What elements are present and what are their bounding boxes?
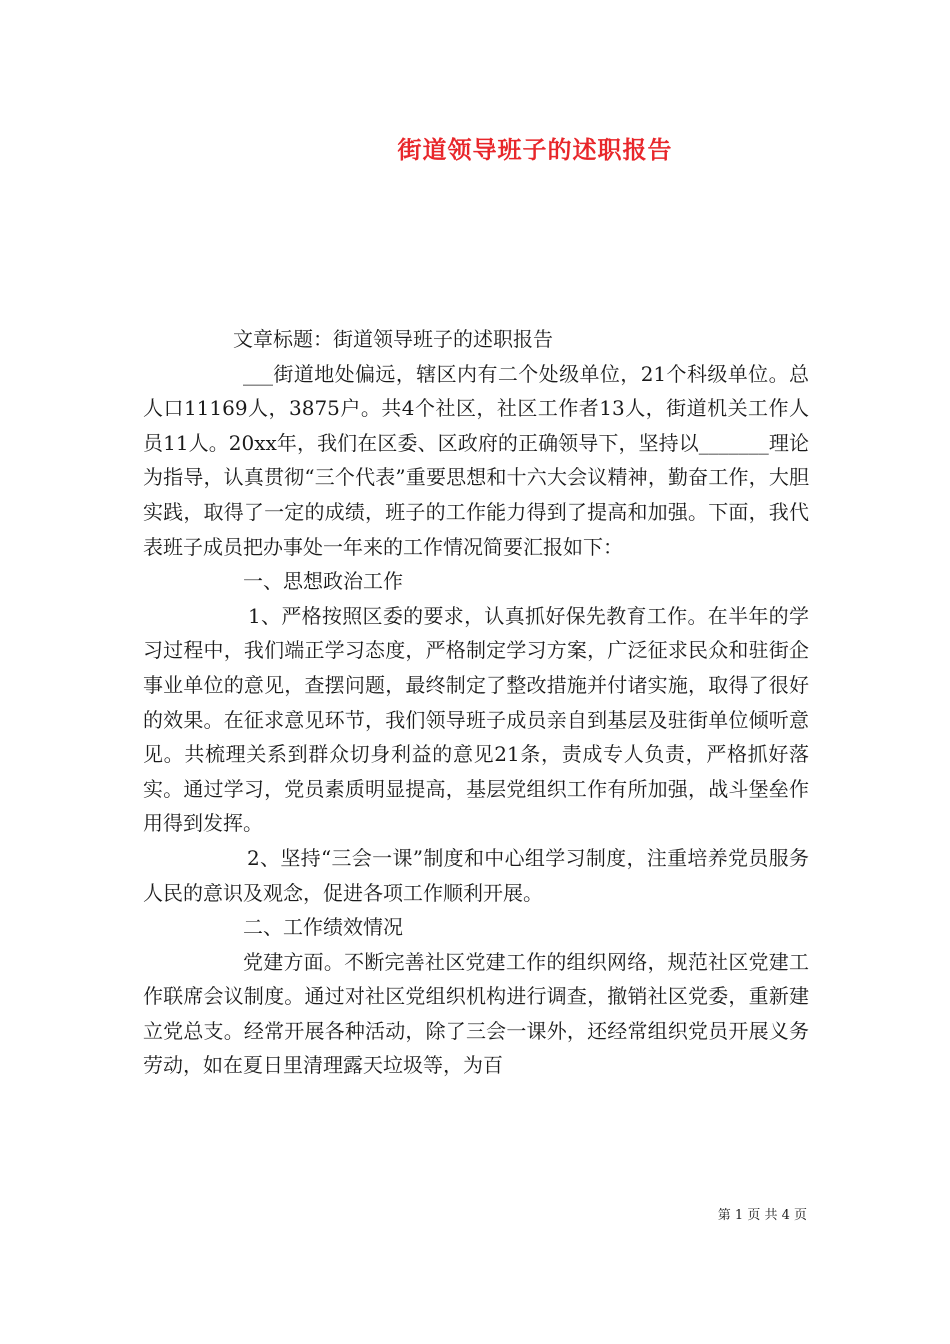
section-heading-politics: 一、思想政治工作	[243, 569, 403, 594]
document-title: 街道领导班子的述职报告	[397, 135, 673, 164]
page-number-footer: 第 1 页 共 4 页	[717, 1208, 807, 1223]
body-paragraph-party-building: 党建方面。不断完善社区党建工作的组织网络，规范社区党建工作联席会议制度。通过对社区党组织机构进行调查，撤销社区党委，重新建立党总支。经常开展各种活动，除了三会一课外，还经常组织党员开展义务劳动，如在夏日里清理露天垃圾等，为百	[143, 949, 809, 1078]
body-paragraph-item-1: 1、严格按照区委的要求，认真抓好保先教育工作。在半年的学习过程中，我们端正学习态度，严格制定学习方案，广泛征求民众和驻街企事业单位的意见，查摆问题，最终制定了整改措施并付诸实施，取得了很好的效果。在征求意见环节，我们领导班子成员亲自到基层及驻街单位倾听意见。共梳理关系到群众切身利益的意见21条，责成专人负责，严格抓好落实。通过学习，党员素质明显提高，基层党组织工作有所加强，战斗堡垒作用得到发挥。	[143, 603, 809, 836]
body-paragraph-intro: ___街道地处偏远，辖区内有二个处级单位，21个科级单位。总人口11169人，3875户。共4个社区，社区工作者13人，街道机关工作人员11人。20xx年，我们在区委、区政府的正确领导下，坚持以_______理论为指导，认真贯彻“三个代表”重要思想和十六大会议精神，勤奋工作，大胆实践，取得了一定的成绩，班子的工作能力得到了提高和加强。下面，我代表班子成员把办事处一年来的工作情况简要汇报如下：	[143, 361, 809, 559]
document-body	[143, 322, 809, 1083]
section-heading-performance: 二、工作绩效情况	[243, 915, 403, 940]
body-paragraph-item-2: 2、坚持“三会一课”制度和中心组学习制度，注重培养党员服务人民的意识及观念，促进各项工作顺利开展。	[143, 845, 809, 905]
article-title-line: 文章标题：街道领导班子的述职报告	[233, 327, 553, 351]
